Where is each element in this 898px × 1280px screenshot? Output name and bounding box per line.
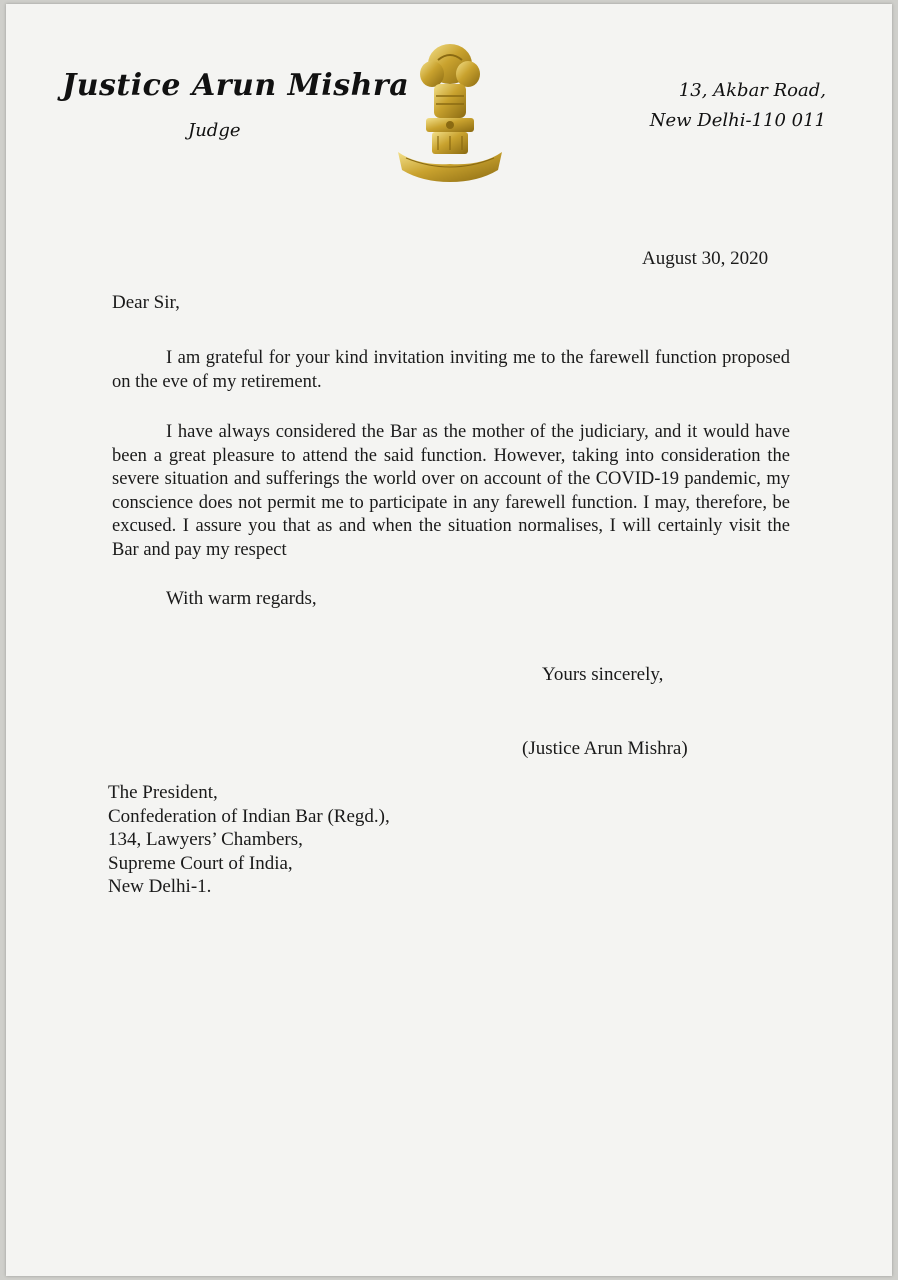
recipient-address bbox=[108, 781, 390, 899]
paragraph-2: I have always considered the Bar as the mother of the judiciary, and it would have been a great pleasure to attend the said function. However, taking into consideration the severe situation and sufferings the world over on account of the COVID-19 pandemic, my conscience does not permit me to participate in any farewell function. I may, therefore, be excused. I assure you that as and when the situation normalises, I will certainly visit the Bar and pay my respect bbox=[112, 422, 790, 560]
signature-name: (Justice Arun Mishra) bbox=[522, 738, 688, 759]
paragraph-1: I am grateful for your kind invitation inviting me to the farewell function proposed on the eve of my retirement. bbox=[112, 348, 790, 392]
letter-page bbox=[6, 4, 892, 1276]
recipient-line: Supreme Court of India, bbox=[108, 852, 293, 874]
closing: With warm regards, bbox=[166, 588, 317, 609]
address-line-2: New Delhi-110 011 bbox=[649, 110, 826, 131]
recipient-line: Confederation of Indian Bar (Regd.), bbox=[108, 805, 390, 827]
recipient-line: 134, Lawyers’ Chambers, bbox=[108, 829, 303, 850]
valediction: Yours sincerely, bbox=[542, 664, 664, 685]
recipient-line: New Delhi-1. bbox=[108, 876, 212, 897]
letterhead-title: Judge bbox=[188, 120, 241, 141]
letter-date: August 30, 2020 bbox=[642, 248, 769, 269]
recipient-line: The President, bbox=[108, 782, 218, 803]
salutation: Dear Sir, bbox=[112, 292, 180, 313]
letterhead-name: Justice Arun Mishra bbox=[62, 68, 410, 103]
letterhead-address bbox=[650, 76, 826, 136]
address-line-1: 13, Akbar Road, bbox=[678, 80, 826, 101]
national-emblem-icon bbox=[392, 40, 508, 186]
